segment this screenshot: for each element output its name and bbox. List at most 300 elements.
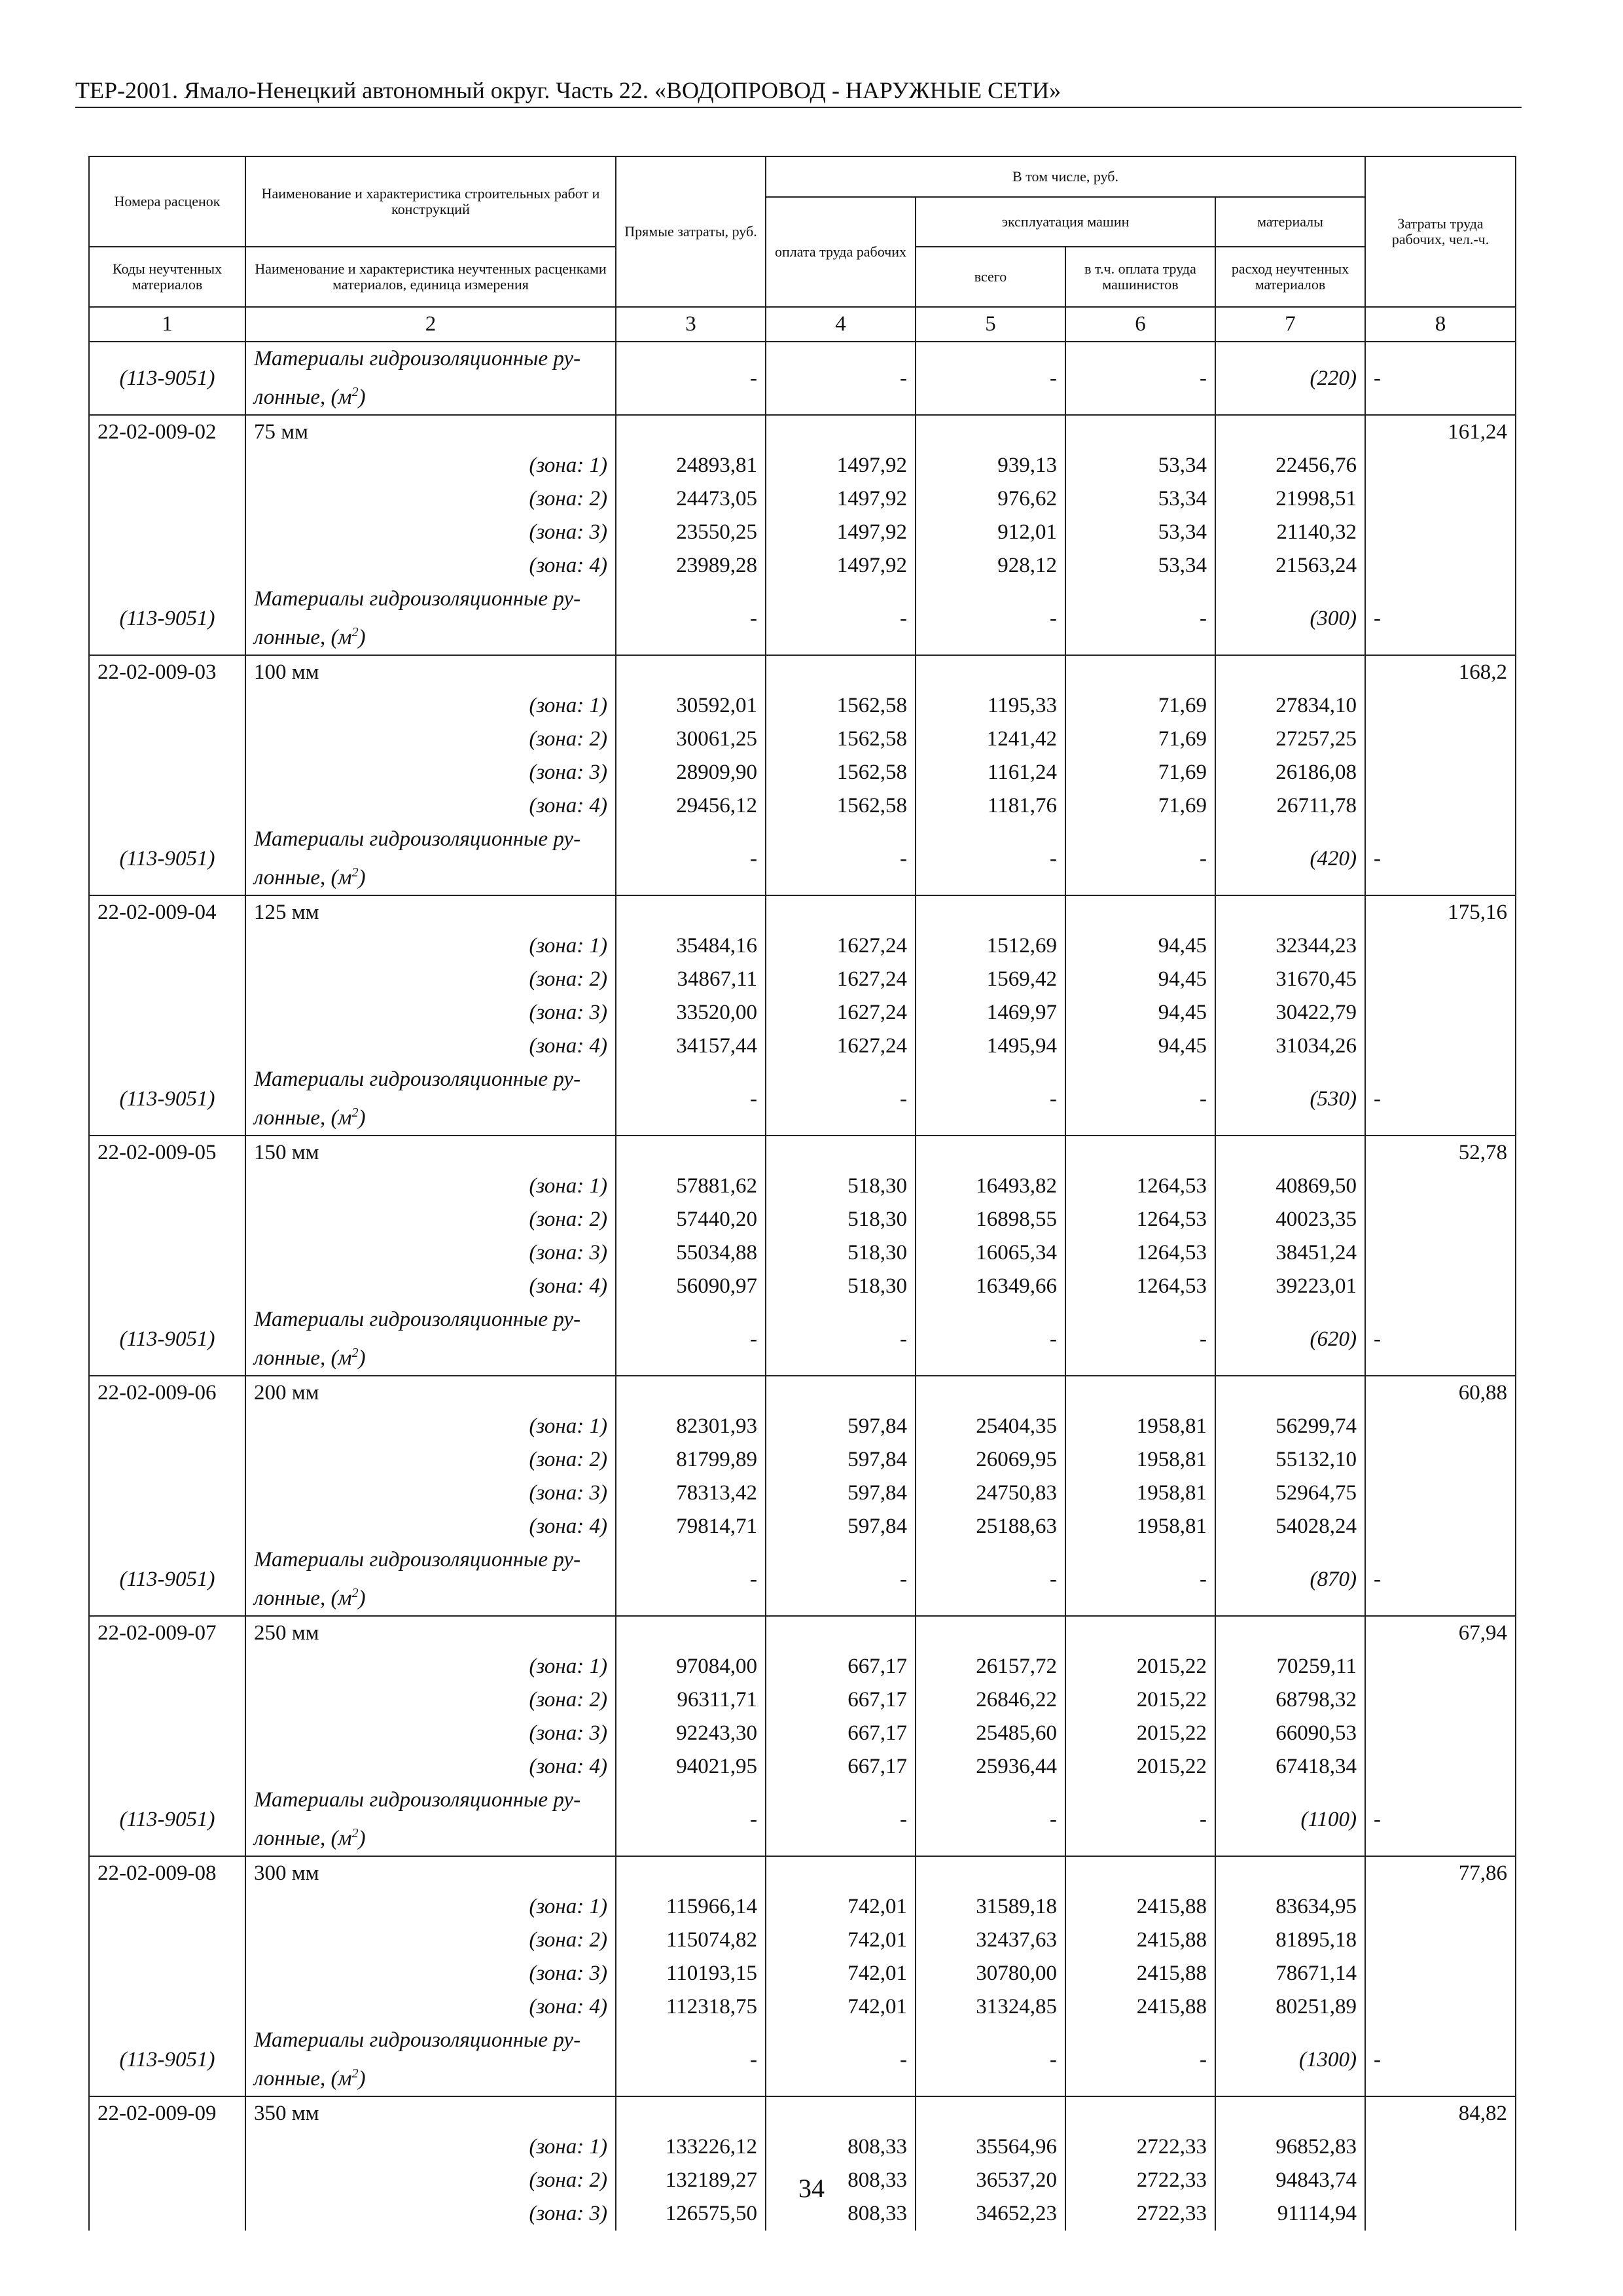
header-machines-total: всего: [916, 247, 1065, 307]
empty-cell: [89, 929, 245, 963]
rate-row: [89, 655, 1516, 689]
worker-pay: 808,33: [766, 2130, 916, 2164]
header-labor-costs: Затраты труда рабочих, чел.-ч.: [1365, 156, 1516, 307]
machinist-pay: 1264,53: [1065, 1170, 1215, 1203]
empty-cell: [89, 516, 245, 549]
material-name: [245, 1063, 616, 1136]
zone-row: [89, 963, 1516, 996]
materials-cost: 38451,24: [1215, 1236, 1365, 1270]
material-labor: -: [1365, 1063, 1516, 1136]
rate-row: [89, 1856, 1516, 1890]
material-name-line2: лонные, $(м^2)$: [254, 1586, 366, 1610]
worker-pay: 1562,58: [766, 789, 916, 823]
rate-name: 100 мм: [245, 655, 616, 689]
materials-cost: 94843,74: [1215, 2164, 1365, 2197]
material-labor: -: [1365, 1543, 1516, 1616]
empty-cell: [916, 1856, 1065, 1890]
machinist-pay: 71,69: [1065, 723, 1215, 756]
worker-pay: 1627,24: [766, 929, 916, 963]
material-name: [245, 2024, 616, 2096]
zone-row: [89, 1650, 1516, 1683]
material-name: [245, 583, 616, 655]
empty-cell: [89, 996, 245, 1030]
material-dash: -: [916, 1303, 1065, 1376]
material-labor: -: [1365, 342, 1516, 415]
zone-row: [89, 1717, 1516, 1750]
empty-cell: [89, 756, 245, 789]
materials-cost: 68798,32: [1215, 1683, 1365, 1717]
material-dash: -: [616, 1063, 766, 1136]
worker-pay: 518,30: [766, 1236, 916, 1270]
worker-pay: 667,17: [766, 1683, 916, 1717]
machines-total: 1495,94: [916, 1030, 1065, 1063]
machinist-pay: 2722,33: [1065, 2130, 1215, 2164]
material-dash: -: [1065, 823, 1215, 895]
machines-total: 35564,96: [916, 2130, 1065, 2164]
rate-name: 75 мм: [245, 415, 616, 449]
rate-code: 22-02-009-03: [89, 655, 245, 689]
material-name-line2: лонные, $(м^2)$: [254, 385, 366, 409]
materials-cost: 80251,89: [1215, 1990, 1365, 2024]
rate-code: 22-02-009-05: [89, 1136, 245, 1170]
worker-pay: 518,30: [766, 1270, 916, 1303]
empty-cell: [1365, 549, 1516, 583]
empty-cell: [89, 449, 245, 482]
empty-cell: [1065, 1136, 1215, 1170]
machinist-pay: 2015,22: [1065, 1750, 1215, 1784]
material-name: [245, 342, 616, 415]
zone-label: (зона: 4): [245, 1510, 616, 1543]
material-dash: -: [766, 1784, 916, 1856]
direct-costs: 81799,89: [616, 1443, 766, 1477]
machines-total: 16898,55: [916, 1203, 1065, 1236]
zone-label: (зона: 4): [245, 789, 616, 823]
empty-cell: [766, 895, 916, 929]
machinist-pay: 71,69: [1065, 689, 1215, 723]
machines-total: 1241,42: [916, 723, 1065, 756]
zone-row: [89, 1203, 1516, 1236]
zone-row: [89, 1030, 1516, 1063]
zone-row: [89, 1443, 1516, 1477]
zone-label: (зона: 2): [245, 1203, 616, 1236]
empty-cell: [616, 895, 766, 929]
material-row: [89, 1063, 1516, 1136]
worker-pay: 667,17: [766, 1717, 916, 1750]
machines-total: 16065,34: [916, 1236, 1065, 1270]
material-name-line1: Материалы гидроизоляционные ру-: [254, 2028, 581, 2052]
direct-costs: 112318,75: [616, 1990, 766, 2024]
empty-cell: [616, 1856, 766, 1890]
empty-cell: [1365, 789, 1516, 823]
direct-costs: 57881,62: [616, 1170, 766, 1203]
rate-labor: 52,78: [1365, 1136, 1516, 1170]
zone-label: (зона: 4): [245, 1990, 616, 2024]
material-dash: -: [1065, 1543, 1215, 1616]
zone-label: (зона: 4): [245, 1270, 616, 1303]
empty-cell: [1365, 1650, 1516, 1683]
empty-cell: [916, 415, 1065, 449]
empty-cell: [1215, 415, 1365, 449]
header-machinist-pay: в т.ч. оплата труда машинистов: [1065, 247, 1215, 307]
zone-label: (зона: 1): [245, 929, 616, 963]
materials-cost: 31670,45: [1215, 963, 1365, 996]
material-dash: -: [616, 1784, 766, 1856]
machinist-pay: 2722,33: [1065, 2197, 1215, 2231]
zone-row: [89, 482, 1516, 516]
material-dash: -: [916, 1784, 1065, 1856]
zone-row: [89, 929, 1516, 963]
materials-cost: 26711,78: [1215, 789, 1365, 823]
empty-cell: [1365, 1990, 1516, 2024]
machines-total: 939,13: [916, 449, 1065, 482]
materials-cost: 70259,11: [1215, 1650, 1365, 1683]
machinist-pay: 1958,81: [1065, 1443, 1215, 1477]
machinist-pay: 2722,33: [1065, 2164, 1215, 2197]
material-code: (113-9051): [89, 342, 245, 415]
empty-cell: [616, 415, 766, 449]
empty-cell: [89, 963, 245, 996]
machinist-pay: 1264,53: [1065, 1203, 1215, 1236]
material-code: (113-9051): [89, 1303, 245, 1376]
rate-code: 22-02-009-09: [89, 2096, 245, 2130]
zone-row: [89, 1890, 1516, 1924]
material-code: (113-9051): [89, 1784, 245, 1856]
worker-pay: 518,30: [766, 1203, 916, 1236]
direct-costs: 35484,16: [616, 929, 766, 963]
machinist-pay: 53,34: [1065, 549, 1215, 583]
zone-row: [89, 1236, 1516, 1270]
machines-total: 26846,22: [916, 1683, 1065, 1717]
direct-costs: 115966,14: [616, 1890, 766, 1924]
direct-costs: 23989,28: [616, 549, 766, 583]
worker-pay: 808,33: [766, 2197, 916, 2231]
rates-table: [88, 156, 1516, 2231]
empty-cell: [89, 482, 245, 516]
material-dash: -: [1065, 1784, 1215, 1856]
worker-pay: 597,84: [766, 1410, 916, 1443]
material-dash: -: [616, 823, 766, 895]
material-dash: -: [766, 1303, 916, 1376]
material-dash: -: [766, 583, 916, 655]
empty-cell: [1365, 1203, 1516, 1236]
empty-cell: [1365, 1170, 1516, 1203]
material-labor: -: [1365, 1303, 1516, 1376]
material-code: (113-9051): [89, 583, 245, 655]
zone-label: (зона: 2): [245, 1683, 616, 1717]
machines-total: 32437,63: [916, 1924, 1065, 1957]
empty-cell: [1065, 1376, 1215, 1410]
material-dash: -: [916, 2024, 1065, 2096]
worker-pay: 667,17: [766, 1650, 916, 1683]
worker-pay: 1627,24: [766, 1030, 916, 1063]
empty-cell: [89, 1236, 245, 1270]
direct-costs: 94021,95: [616, 1750, 766, 1784]
material-amount: (870): [1215, 1543, 1365, 1616]
material-row: [89, 342, 1516, 415]
zone-label: (зона: 2): [245, 1924, 616, 1957]
machines-total: 34652,23: [916, 2197, 1065, 2231]
direct-costs: 56090,97: [616, 1270, 766, 1303]
direct-costs: 28909,90: [616, 756, 766, 789]
material-code: (113-9051): [89, 823, 245, 895]
zone-label: (зона: 1): [245, 1890, 616, 1924]
machines-total: 928,12: [916, 549, 1065, 583]
rate-labor: 84,82: [1365, 2096, 1516, 2130]
empty-cell: [89, 1030, 245, 1063]
machines-total: 1569,42: [916, 963, 1065, 996]
empty-cell: [89, 1750, 245, 1784]
empty-cell: [1365, 723, 1516, 756]
materials-cost: 91114,94: [1215, 2197, 1365, 2231]
column-numbers-row: [89, 307, 1516, 342]
worker-pay: 667,17: [766, 1750, 916, 1784]
material-amount: (220): [1215, 342, 1365, 415]
page-header-title: ТЕР-2001. Ямало-Ненецкий автономный округ. Часть 22. «ВОДОПРОВОД - НАРУЖНЫЕ СЕТИ»: [75, 77, 1061, 103]
material-labor: -: [1365, 823, 1516, 895]
empty-cell: [1365, 2130, 1516, 2164]
empty-cell: [1065, 1856, 1215, 1890]
empty-cell: [1215, 1376, 1365, 1410]
machines-total: 912,01: [916, 516, 1065, 549]
materials-cost: 22456,76: [1215, 449, 1365, 482]
zone-row: [89, 1270, 1516, 1303]
direct-costs: 33520,00: [616, 996, 766, 1030]
zone-row: [89, 723, 1516, 756]
header-materials: материалы: [1215, 197, 1365, 247]
direct-costs: 30061,25: [616, 723, 766, 756]
materials-cost: 52964,75: [1215, 1477, 1365, 1510]
machinist-pay: 53,34: [1065, 516, 1215, 549]
empty-cell: [89, 1890, 245, 1924]
empty-cell: [1365, 1510, 1516, 1543]
machinist-pay: 1958,81: [1065, 1510, 1215, 1543]
material-dash: -: [766, 1543, 916, 1616]
empty-cell: [916, 655, 1065, 689]
machines-total: 26069,95: [916, 1443, 1065, 1477]
material-name-line1: Материалы гидроизоляционные ру-: [254, 587, 581, 611]
zone-label: (зона: 3): [245, 516, 616, 549]
empty-cell: [89, 723, 245, 756]
rate-code: 22-02-009-08: [89, 1856, 245, 1890]
zone-row: [89, 756, 1516, 789]
materials-cost: 30422,79: [1215, 996, 1365, 1030]
empty-cell: [89, 1203, 245, 1236]
material-name-line2: лонные, $(м^2)$: [254, 2066, 366, 2090]
zone-row: [89, 1477, 1516, 1510]
rate-labor: 175,16: [1365, 895, 1516, 929]
direct-costs: 24473,05: [616, 482, 766, 516]
material-dash: -: [1065, 583, 1215, 655]
empty-cell: [916, 1376, 1065, 1410]
empty-cell: [1065, 415, 1215, 449]
material-amount: (300): [1215, 583, 1365, 655]
empty-cell: [1065, 655, 1215, 689]
materials-cost: 55132,10: [1215, 1443, 1365, 1477]
empty-cell: [1365, 1717, 1516, 1750]
material-row: [89, 1543, 1516, 1616]
machinist-pay: 1958,81: [1065, 1410, 1215, 1443]
zone-row: [89, 1170, 1516, 1203]
empty-cell: [89, 1990, 245, 2024]
material-name-line2: лонные, $(м^2)$: [254, 865, 366, 889]
material-dash: -: [916, 1543, 1065, 1616]
machinist-pay: 1264,53: [1065, 1270, 1215, 1303]
worker-pay: 742,01: [766, 1957, 916, 1990]
empty-cell: [1365, 1270, 1516, 1303]
empty-cell: [1065, 2096, 1215, 2130]
zone-row: [89, 789, 1516, 823]
zone-label: (зона: 3): [245, 1717, 616, 1750]
header-direct-costs: Прямые затраты, руб.: [616, 156, 766, 307]
zone-label: (зона: 4): [245, 1030, 616, 1063]
machinist-pay: 94,45: [1065, 929, 1215, 963]
column-number: 2: [245, 307, 616, 342]
machinist-pay: 71,69: [1065, 756, 1215, 789]
materials-cost: 83634,95: [1215, 1890, 1365, 1924]
empty-cell: [89, 1924, 245, 1957]
material-name-line2: лонные, $(м^2)$: [254, 1826, 366, 1850]
machines-total: 31589,18: [916, 1890, 1065, 1924]
machinist-pay: 53,34: [1065, 482, 1215, 516]
direct-costs: 133226,12: [616, 2130, 766, 2164]
zone-label: (зона: 1): [245, 1170, 616, 1203]
material-dash: -: [1065, 1303, 1215, 1376]
machines-total: 1161,24: [916, 756, 1065, 789]
empty-cell: [1365, 1750, 1516, 1784]
zone-label: (зона: 2): [245, 2164, 616, 2197]
rate-code: 22-02-009-06: [89, 1376, 245, 1410]
rate-code: 22-02-009-07: [89, 1616, 245, 1650]
direct-costs: 29456,12: [616, 789, 766, 823]
materials-cost: 96852,83: [1215, 2130, 1365, 2164]
machinist-pay: 2415,88: [1065, 1990, 1215, 2024]
empty-cell: [766, 1856, 916, 1890]
zone-label: (зона: 1): [245, 2130, 616, 2164]
direct-costs: 78313,42: [616, 1477, 766, 1510]
worker-pay: 1497,92: [766, 549, 916, 583]
materials-cost: 67418,34: [1215, 1750, 1365, 1784]
material-dash: -: [766, 342, 916, 415]
empty-cell: [1365, 1410, 1516, 1443]
material-amount: (1100): [1215, 1784, 1365, 1856]
header-material-names: Наименование и характеристика неучтенных расценками материалов, единица измерения: [245, 247, 616, 307]
machines-total: 25936,44: [916, 1750, 1065, 1784]
zone-label: (зона: 4): [245, 1750, 616, 1784]
worker-pay: 742,01: [766, 1924, 916, 1957]
rate-name: 200 мм: [245, 1376, 616, 1410]
machinist-pay: 71,69: [1065, 789, 1215, 823]
empty-cell: [1365, 1477, 1516, 1510]
empty-cell: [89, 1410, 245, 1443]
material-name-line1: Материалы гидроизоляционные ру-: [254, 1788, 581, 1812]
materials-cost: 21998,51: [1215, 482, 1365, 516]
zone-label: (зона: 4): [245, 549, 616, 583]
direct-costs: 92243,30: [616, 1717, 766, 1750]
material-row: [89, 2024, 1516, 2096]
zone-row: [89, 1510, 1516, 1543]
zone-label: (зона: 1): [245, 1410, 616, 1443]
rate-row: [89, 1136, 1516, 1170]
empty-cell: [89, 1477, 245, 1510]
material-name-line1: Материалы гидроизоляционные ру-: [254, 1548, 581, 1571]
materials-cost: 27257,25: [1215, 723, 1365, 756]
machines-total: 16493,82: [916, 1170, 1065, 1203]
zone-row: [89, 449, 1516, 482]
empty-cell: [89, 1510, 245, 1543]
header-machine-operation: эксплуатация машин: [916, 197, 1215, 247]
material-amount: (1300): [1215, 2024, 1365, 2096]
rate-row: [89, 1376, 1516, 1410]
machines-total: 26157,72: [916, 1650, 1065, 1683]
material-name-line2: лонные, $(м^2)$: [254, 1346, 366, 1370]
material-name-line2: лонные, $(м^2)$: [254, 625, 366, 649]
rate-name: 250 мм: [245, 1616, 616, 1650]
header-in-total: В том числе, руб.: [766, 156, 1365, 197]
material-name: [245, 1303, 616, 1376]
zone-label: (зона: 2): [245, 963, 616, 996]
rate-labor: 67,94: [1365, 1616, 1516, 1650]
rate-row: [89, 1616, 1516, 1650]
rate-name: 150 мм: [245, 1136, 616, 1170]
zone-row: [89, 1924, 1516, 1957]
empty-cell: [1365, 689, 1516, 723]
empty-cell: [89, 1650, 245, 1683]
rate-name: 300 мм: [245, 1856, 616, 1890]
column-number: 8: [1365, 307, 1516, 342]
material-dash: -: [766, 1063, 916, 1136]
header-rate-numbers: Номера расценок: [89, 156, 245, 247]
direct-costs: 24893,81: [616, 449, 766, 482]
material-name: [245, 1543, 616, 1616]
material-name-line1: Материалы гидроизоляционные ру-: [254, 827, 581, 851]
material-labor: -: [1365, 1784, 1516, 1856]
empty-cell: [1215, 1616, 1365, 1650]
zone-label: (зона: 3): [245, 756, 616, 789]
machines-total: 36537,20: [916, 2164, 1065, 2197]
machinist-pay: 2415,88: [1065, 1957, 1215, 1990]
worker-pay: 1562,58: [766, 723, 916, 756]
empty-cell: [766, 1136, 916, 1170]
column-number: 7: [1215, 307, 1365, 342]
direct-costs: 126575,50: [616, 2197, 766, 2231]
zone-label: (зона: 3): [245, 1236, 616, 1270]
empty-cell: [766, 655, 916, 689]
rate-name: 350 мм: [245, 2096, 616, 2130]
worker-pay: 742,01: [766, 1890, 916, 1924]
machines-total: 976,62: [916, 482, 1065, 516]
materials-cost: 40869,50: [1215, 1170, 1365, 1203]
empty-cell: [89, 2130, 245, 2164]
direct-costs: 34867,11: [616, 963, 766, 996]
empty-cell: [1215, 1856, 1365, 1890]
material-amount: (530): [1215, 1063, 1365, 1136]
zone-row: [89, 1683, 1516, 1717]
zone-label: (зона: 2): [245, 482, 616, 516]
rate-row: [89, 895, 1516, 929]
empty-cell: [89, 1170, 245, 1203]
column-number: 3: [616, 307, 766, 342]
zone-row: [89, 1957, 1516, 1990]
worker-pay: 518,30: [766, 1170, 916, 1203]
rate-labor: 77,86: [1365, 1856, 1516, 1890]
direct-costs: 96311,71: [616, 1683, 766, 1717]
zone-row: [89, 1410, 1516, 1443]
rate-code: 22-02-009-02: [89, 415, 245, 449]
machines-total: 1181,76: [916, 789, 1065, 823]
empty-cell: [616, 655, 766, 689]
header-rule: [75, 107, 1522, 108]
rate-labor: 161,24: [1365, 415, 1516, 449]
